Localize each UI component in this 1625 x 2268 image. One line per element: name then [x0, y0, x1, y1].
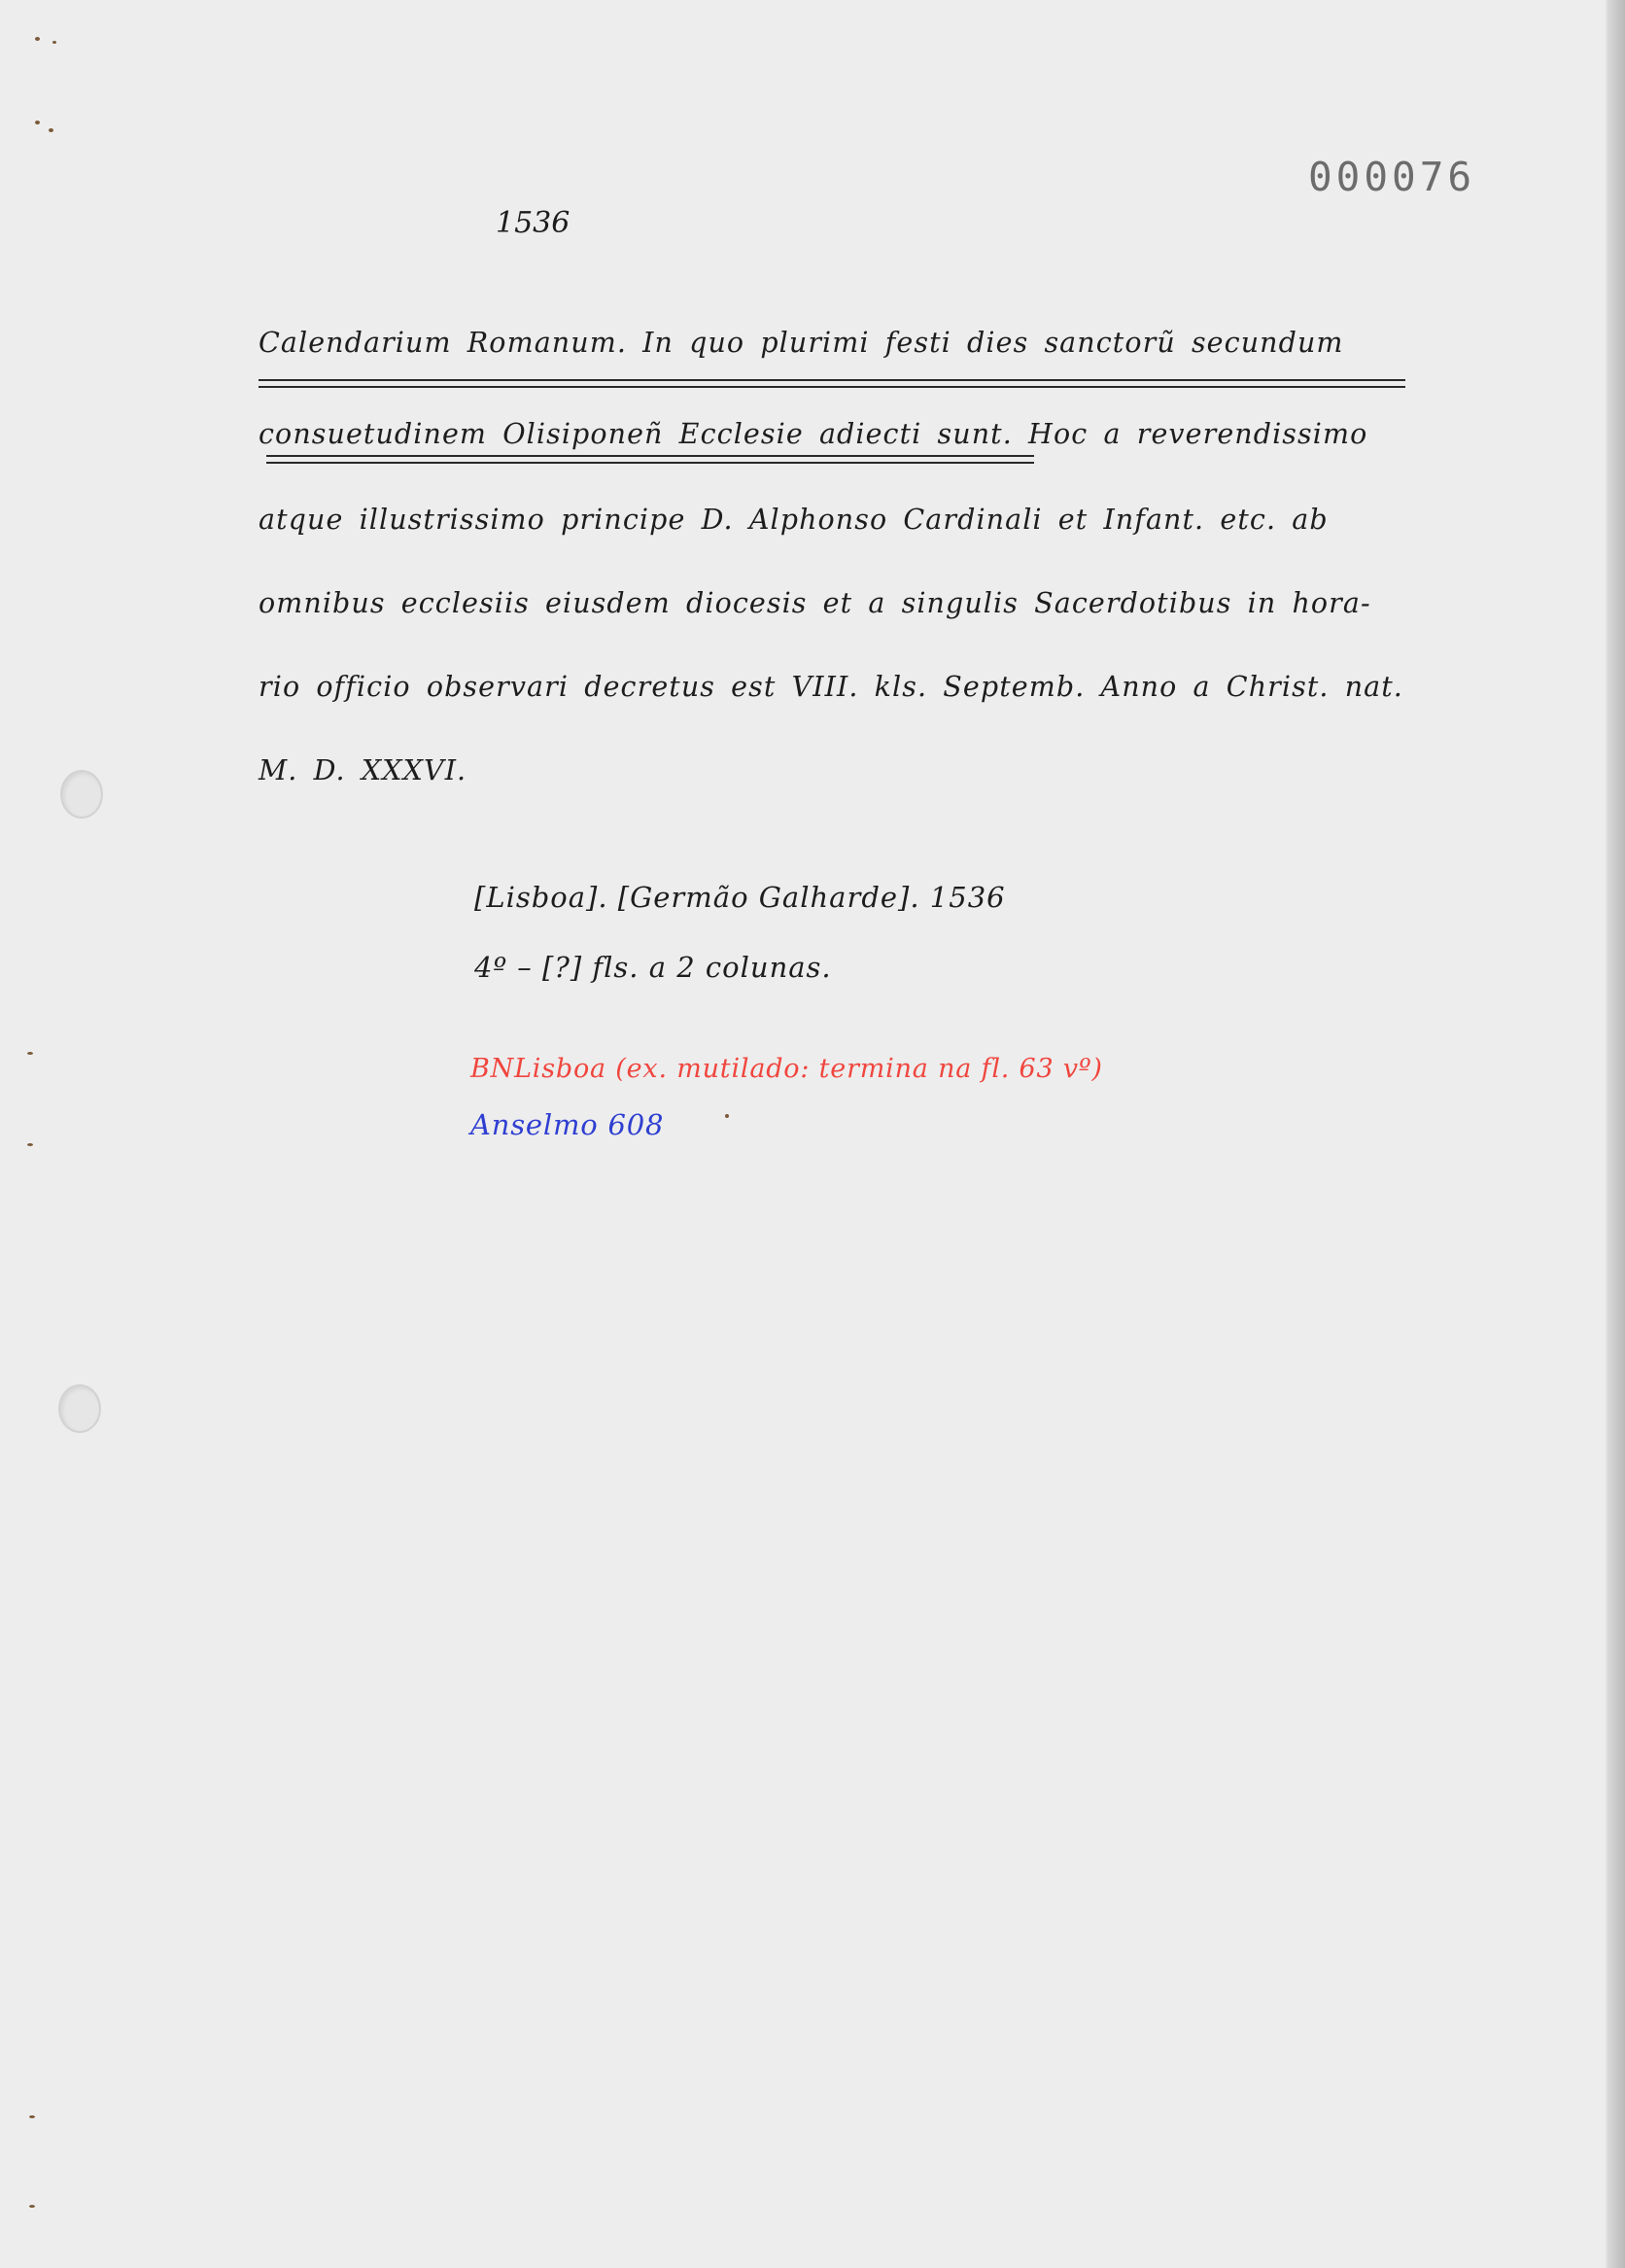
paper-speck [49, 128, 53, 132]
paper-speck [27, 1052, 33, 1055]
title-underline [266, 455, 1034, 457]
body-line-4: omnibus ecclesiis eiusdem diocesis et a singulis Sacerdotibus in hora- [259, 587, 1371, 619]
paper-speck [35, 37, 40, 41]
body-line-6: M. D. XXXVI. [259, 754, 467, 786]
body-line-5: rio officio observari decretus est VIII. kls. Septemb. Anno a Christ. nat. [259, 671, 1403, 703]
title-underline [259, 386, 1405, 388]
body-line-1: Calendarium Romanum. In quo plurimi festi dies sanctorũ secundum [259, 327, 1344, 359]
paper-speck [35, 121, 40, 124]
punch-hole [60, 770, 103, 819]
body-line-2: consuetudinem Olisiponeñ Ecclesie adiecti sunt. Hoc a reverendissimo [259, 418, 1368, 450]
paper-speck [725, 1114, 729, 1118]
title-underline [266, 462, 1034, 464]
year-heading: 1536 [496, 206, 570, 240]
paper-speck [29, 2115, 35, 2118]
scan-edge-shadow [1608, 0, 1625, 2268]
paper-speck [29, 2205, 35, 2208]
punch-hole [58, 1384, 101, 1433]
body-line-3: atque illustrissimo principe D. Alphonso Cardinali et Infant. etc. ab [259, 504, 1329, 536]
bibliographic-reference: Anselmo 608 [470, 1108, 665, 1141]
archive-stamp-number: 000076 [1308, 154, 1476, 200]
collation-line: 4º – [?] fls. a 2 colunas. [474, 951, 832, 984]
paper-speck [52, 41, 56, 44]
imprint-line: [Lisboa]. [Germão Galharde]. 1536 [474, 881, 1006, 914]
paper-speck [27, 1143, 33, 1146]
library-holding-note: BNLisboa (ex. mutilado: termina na fl. 63 vº) [470, 1054, 1103, 1084]
title-underline [259, 379, 1405, 381]
